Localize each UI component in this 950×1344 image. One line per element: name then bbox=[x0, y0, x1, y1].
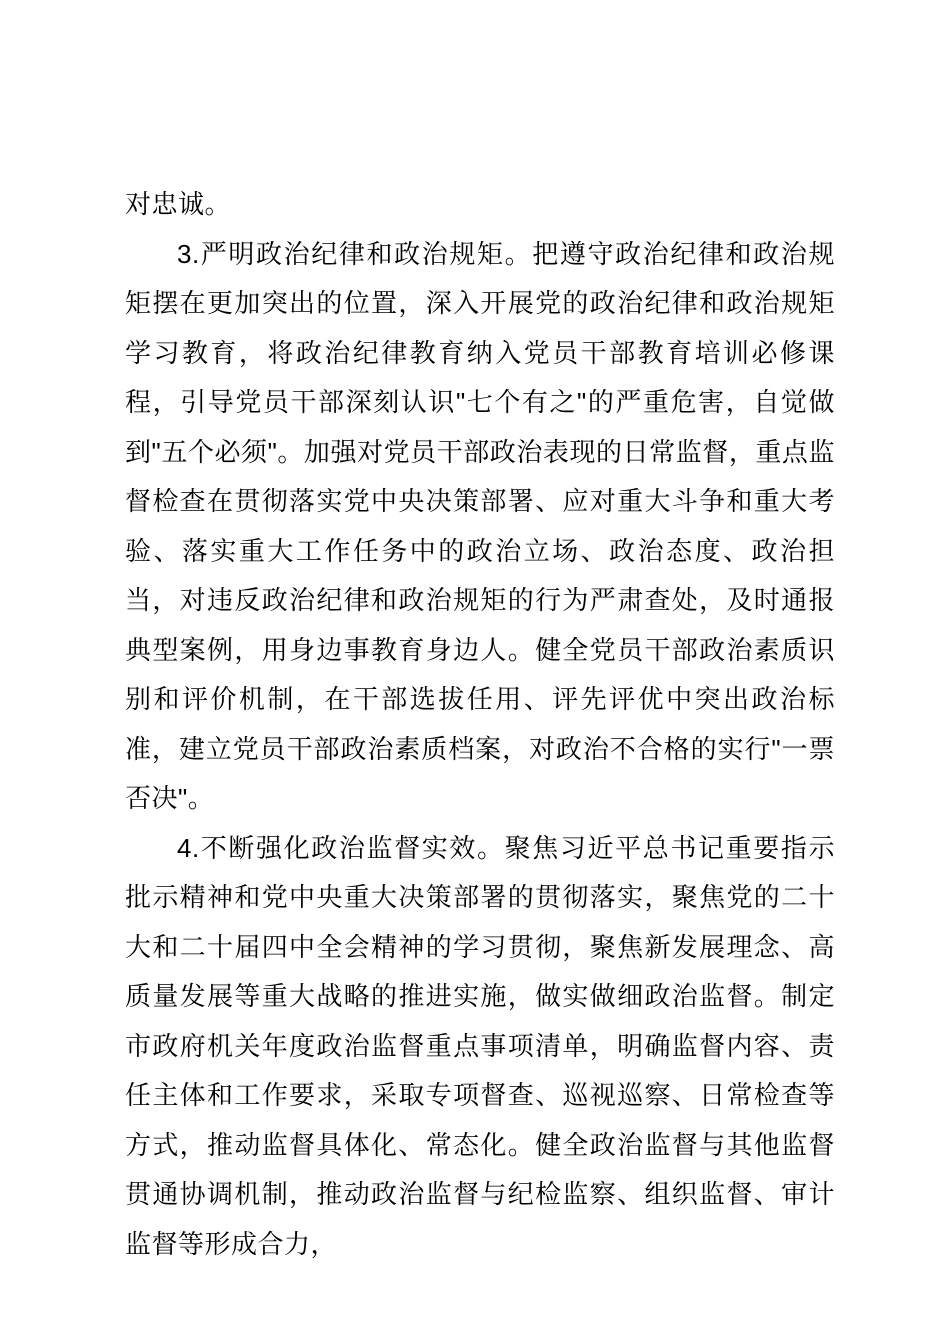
document-body bbox=[125, 180, 835, 1269]
paragraph-item-4: 4.不断强化政治监督实效。聚焦习近平总书记重要指示批示精神和党中央重大决策部署的贯彻落实，聚焦党的二十大和二十届四中全会精神的学习贯彻，聚焦新发展理念、高质量发展等重大战略的推进实施，做实做细政治监督。制定市政府机关年度政治监督重点事项清单，明确监督内容、责任主体和工作要求，采取专项督查、巡视巡察、日常检查等方式，推动监督具体化、常态化。健全政治监督与其他监督贯通协调机制，推动政治监督与纪检监察、组织监督、审计监督等形成合力， bbox=[125, 832, 835, 1259]
paragraph-continuation: 对忠诚。 bbox=[125, 189, 232, 219]
paragraph-item-3: 3.严明政治纪律和政治规矩。把遵守政治纪律和政治规矩摆在更加突出的位置，深入开展党的政治纪律和政治规矩学习教育，将政治纪律教育纳入党员干部教育培训必修课程，引导党员干部深刻认识"七个有之"的严重危害，自觉做到"五个必须"。加强对党员干部政治表现的日常监督，重点监督检查在贯彻落实党中央决策部署、应对重大斗争和重大考验、落实重大工作任务中的政治立场、政治态度、政治担当，对违反政治纪律和政治规矩的行为严肃查处，及时通报典型案例，用身边事教育身边人。健全党员干部政治素质识别和评价机制，在干部选拔任用、评先评优中突出政治标准，建立党员干部政治素质档案，对政治不合格的实行"一票否决"。 bbox=[125, 238, 835, 813]
